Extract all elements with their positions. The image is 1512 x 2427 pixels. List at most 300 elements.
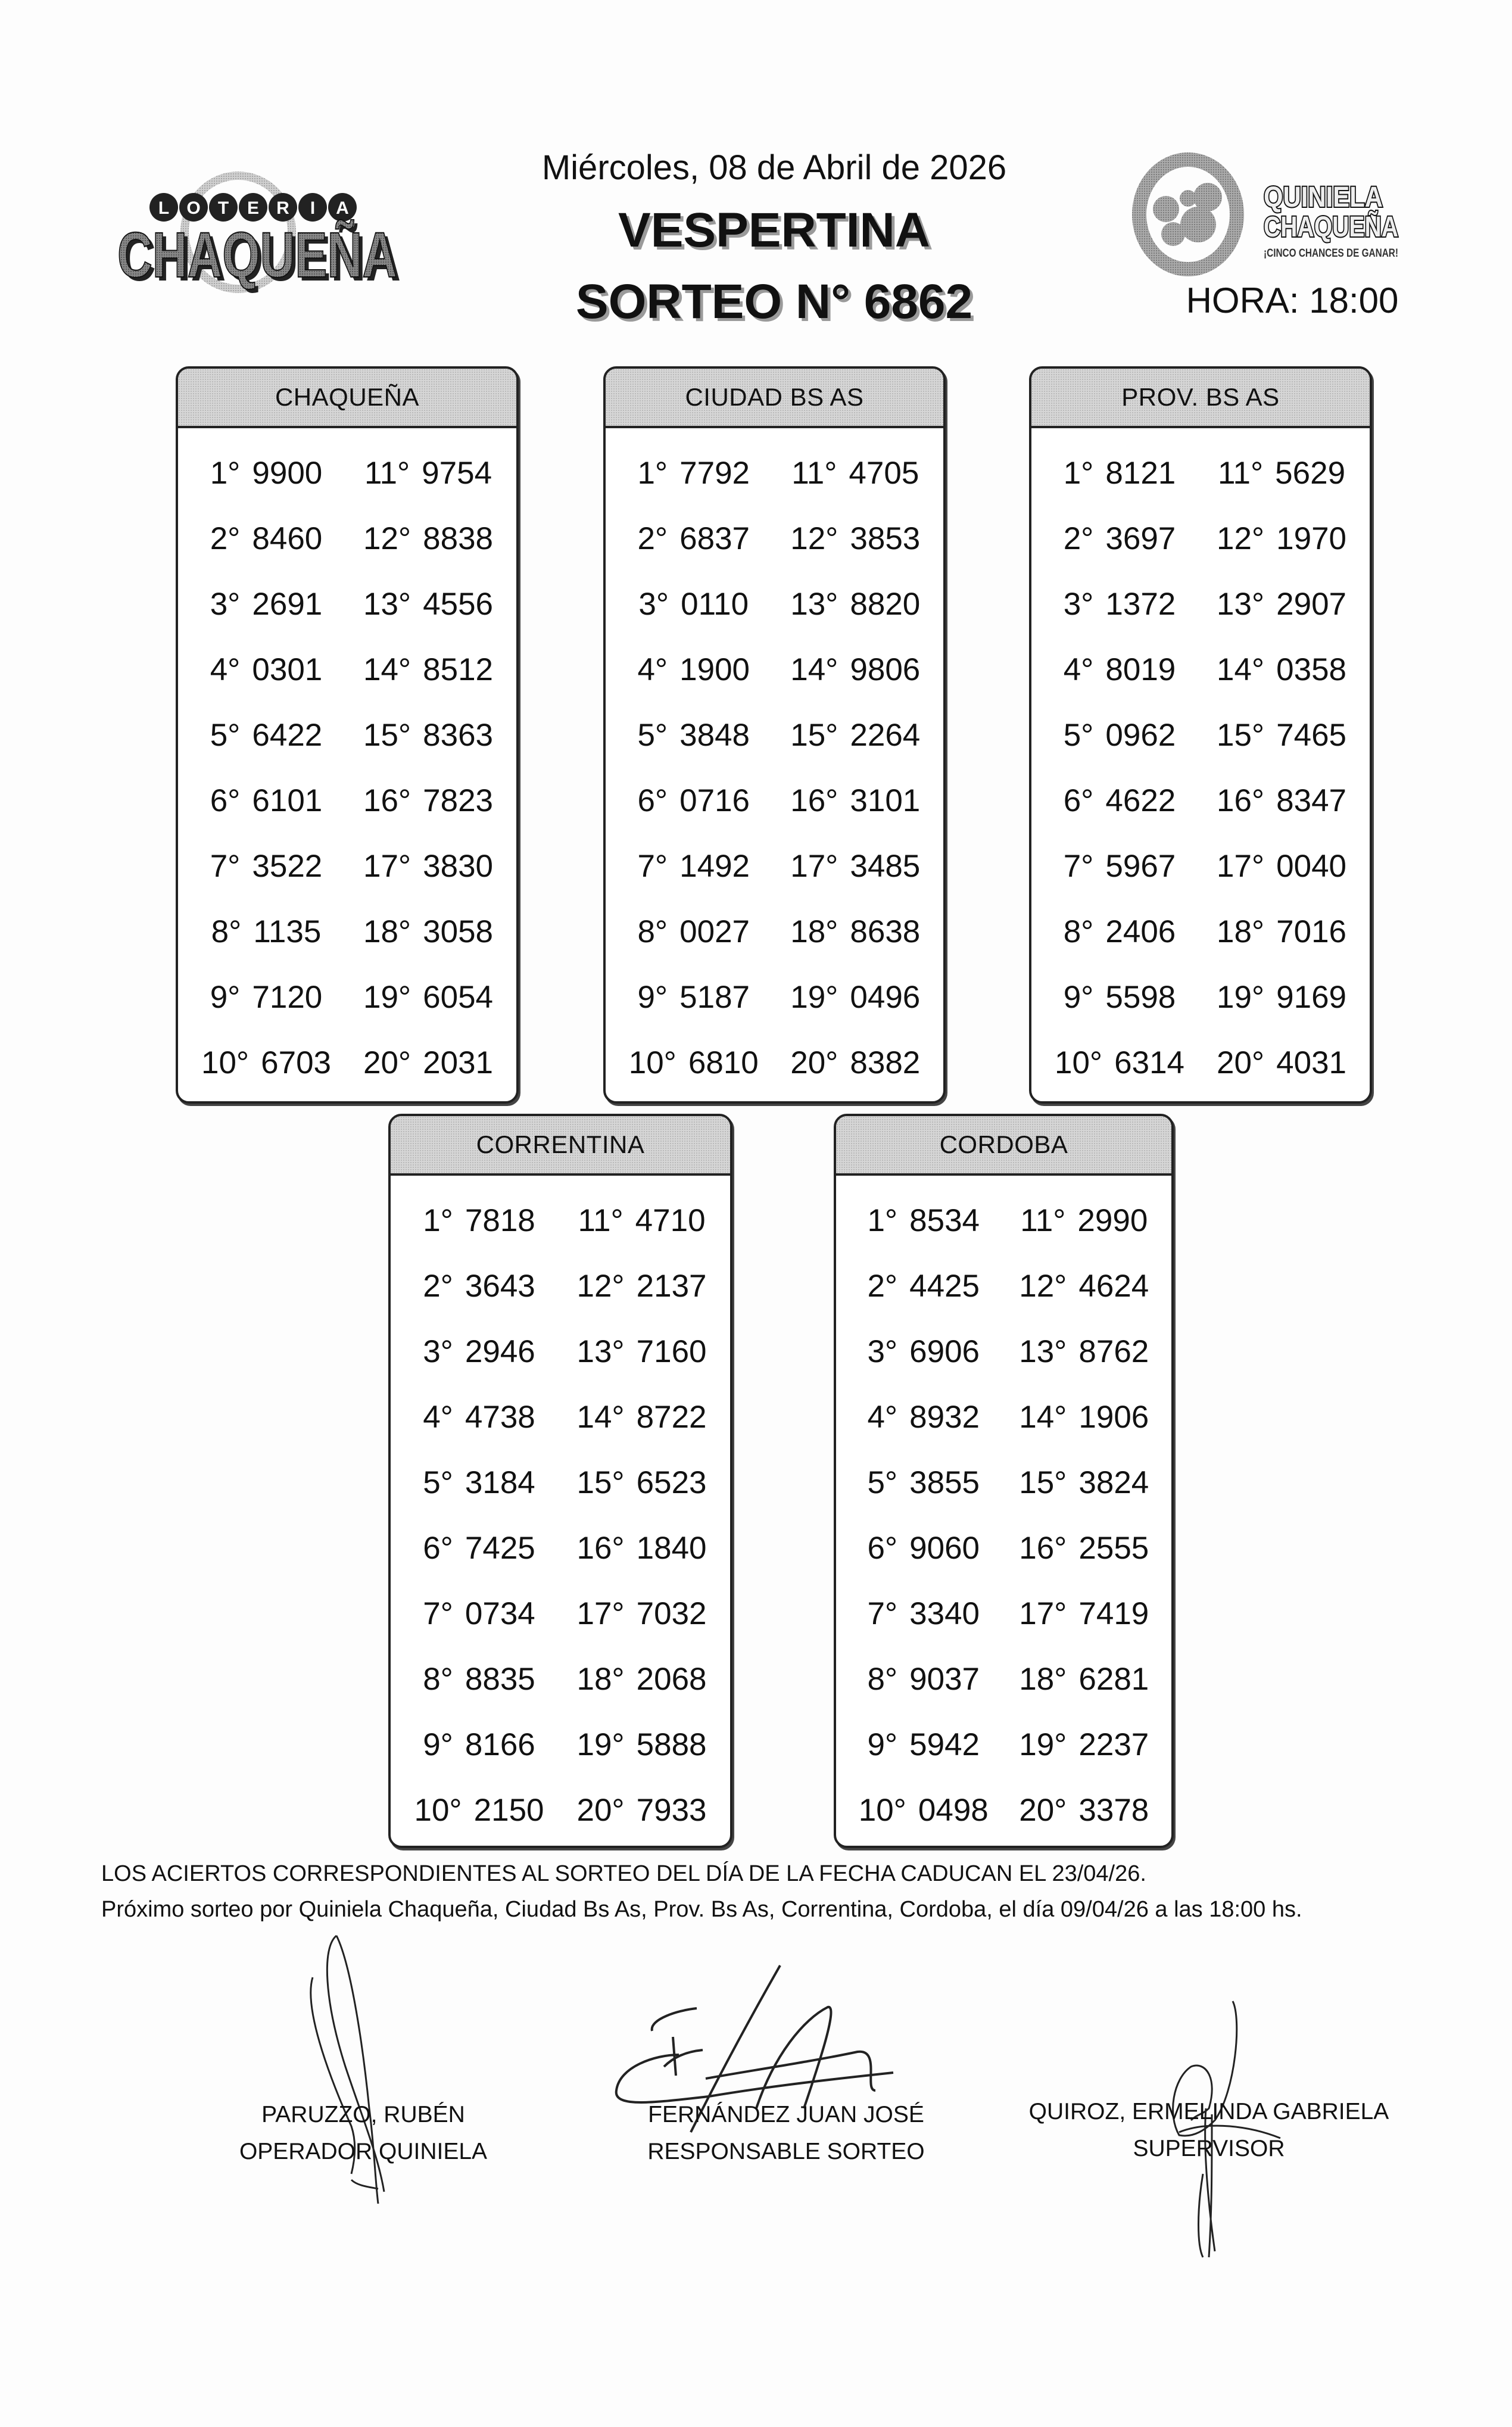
- position-label: 3°: [423, 1334, 453, 1369]
- winning-number: 2031: [423, 1045, 494, 1080]
- result-entry: [391, 1727, 560, 1763]
- result-entry: [606, 455, 775, 491]
- result-entry: [1201, 586, 1370, 622]
- position-label: 19°: [576, 1727, 625, 1762]
- position-label: 16°: [790, 783, 838, 818]
- table-row: [391, 1581, 730, 1646]
- svg-text:A: A: [336, 198, 349, 218]
- results-table: [1029, 366, 1372, 1104]
- draw-time: HORA: 18:00: [1186, 281, 1399, 320]
- table-title: CORRENTINA: [391, 1116, 730, 1176]
- position-label: 8°: [637, 914, 668, 949]
- result-entry: [1201, 521, 1370, 557]
- winning-number: 5888: [636, 1727, 707, 1762]
- result-entry: [178, 455, 347, 491]
- position-label: 6°: [867, 1530, 898, 1566]
- winning-number: 8363: [423, 717, 494, 753]
- position-label: 17°: [790, 848, 838, 884]
- position-label: 5°: [637, 717, 668, 753]
- position-label: 15°: [576, 1465, 625, 1500]
- table-row: [178, 506, 516, 571]
- table-row: [606, 768, 943, 833]
- winning-number: 8121: [1105, 455, 1176, 491]
- result-entry: [1031, 783, 1201, 819]
- result-entry: [1201, 455, 1370, 491]
- position-label: 11°: [364, 455, 410, 491]
- table-rows: [606, 428, 943, 1095]
- position-label: 15°: [790, 717, 838, 753]
- result-entry: [347, 652, 516, 688]
- position-label: 5°: [1063, 717, 1094, 753]
- winning-number: 1970: [1276, 521, 1347, 556]
- winning-number: 2946: [464, 1334, 535, 1369]
- result-entry: [347, 1045, 516, 1081]
- winning-number: 3855: [909, 1465, 980, 1500]
- position-label: 13°: [363, 586, 411, 622]
- winning-number: 8512: [423, 652, 494, 687]
- winning-number: 7425: [464, 1530, 535, 1566]
- result-entry: [178, 783, 347, 819]
- winning-number: 2237: [1078, 1727, 1149, 1762]
- svg-text:L: L: [158, 198, 170, 218]
- winning-number: 0498: [918, 1792, 989, 1828]
- winning-number: 8838: [423, 521, 494, 556]
- winning-number: 8347: [1276, 783, 1347, 818]
- result-entry: [391, 1268, 560, 1304]
- table-row: [836, 1253, 1171, 1319]
- result-entry: [391, 1596, 560, 1632]
- winning-number: 7419: [1078, 1596, 1149, 1631]
- signer-role: RESPONSABLE SORTEO: [647, 2139, 925, 2164]
- loteria-chaquena-logo: [89, 161, 423, 298]
- result-entry: [391, 1334, 560, 1370]
- position-label: 19°: [363, 979, 411, 1015]
- position-label: 1°: [210, 455, 241, 491]
- position-label: 4°: [1063, 652, 1094, 687]
- table-row: [178, 1030, 516, 1095]
- winning-number: 2137: [636, 1268, 707, 1304]
- result-entry: [178, 848, 347, 884]
- table-row: [178, 702, 516, 768]
- result-entry: [775, 979, 944, 1015]
- svg-text:¡CINCO CHANCES DE GANAR!: ¡CINCO CHANCES DE GANAR!: [1264, 247, 1398, 260]
- position-label: 15°: [363, 717, 411, 753]
- result-entry: [775, 717, 944, 753]
- winning-number: 8638: [850, 914, 921, 949]
- position-label: 18°: [790, 914, 838, 949]
- result-entry: [391, 1792, 560, 1828]
- winning-number: 6837: [679, 521, 750, 556]
- result-entry: [606, 521, 775, 557]
- position-label: 16°: [1216, 783, 1265, 818]
- results-table: [834, 1114, 1174, 1848]
- winning-number: 4738: [464, 1399, 535, 1435]
- winning-number: 6281: [1078, 1661, 1149, 1697]
- table-rows: [836, 1176, 1171, 1843]
- position-label: 12°: [1216, 521, 1265, 556]
- result-entry: [178, 586, 347, 622]
- position-label: 5°: [867, 1465, 898, 1500]
- svg-text:O: O: [186, 198, 201, 218]
- winning-number: 6703: [261, 1045, 332, 1080]
- position-label: 10°: [628, 1045, 676, 1080]
- winning-number: 1900: [679, 652, 750, 687]
- winning-number: 0358: [1276, 652, 1347, 687]
- table-row: [1031, 571, 1370, 637]
- result-entry: [775, 914, 944, 950]
- winning-number: 8534: [909, 1202, 980, 1238]
- result-entry: [775, 783, 944, 819]
- table-row: [178, 768, 516, 833]
- position-label: 18°: [1019, 1661, 1067, 1697]
- result-entry: [347, 848, 516, 884]
- result-entry: [178, 717, 347, 753]
- result-entry: [1031, 979, 1201, 1015]
- result-entry: [1031, 521, 1201, 557]
- result-entry: [1201, 914, 1370, 950]
- result-entry: [347, 979, 516, 1015]
- table-row: [836, 1777, 1171, 1843]
- result-entry: [1004, 1530, 1172, 1566]
- result-entry: [1004, 1399, 1172, 1435]
- position-label: 20°: [1216, 1045, 1265, 1080]
- result-entry: [178, 521, 347, 557]
- position-label: 12°: [1019, 1268, 1067, 1304]
- position-label: 2°: [210, 521, 241, 556]
- result-entry: [606, 783, 775, 819]
- position-label: 1°: [867, 1202, 898, 1238]
- result-entry: [606, 914, 775, 950]
- winning-number: 3184: [464, 1465, 535, 1500]
- result-entry: [1004, 1334, 1172, 1370]
- table-row: [606, 964, 943, 1030]
- winning-number: 7792: [679, 455, 750, 491]
- signer-name: FERNÁNDEZ JUAN JOSÉ: [648, 2102, 924, 2127]
- result-entry: [606, 979, 775, 1015]
- result-entry: [1031, 455, 1201, 491]
- winning-number: 3340: [909, 1596, 980, 1631]
- svg-text:I: I: [310, 198, 316, 218]
- position-label: 18°: [363, 914, 411, 949]
- winning-number: 6054: [423, 979, 494, 1015]
- winning-number: 0734: [464, 1596, 535, 1631]
- winning-number: 7160: [636, 1334, 707, 1369]
- result-entry: [347, 914, 516, 950]
- winning-number: 5598: [1105, 979, 1176, 1015]
- winning-number: 7933: [636, 1792, 707, 1828]
- result-entry: [1031, 652, 1201, 688]
- result-entry: [836, 1268, 1004, 1304]
- result-entry: [606, 848, 775, 884]
- winning-number: 8932: [909, 1399, 980, 1435]
- table-row: [391, 1712, 730, 1777]
- position-label: 9°: [1063, 979, 1094, 1015]
- result-entry: [1201, 1045, 1370, 1081]
- table-row: [836, 1515, 1171, 1581]
- winning-number: 4624: [1078, 1268, 1149, 1304]
- position-label: 18°: [1216, 914, 1265, 949]
- winning-number: 1135: [253, 914, 322, 949]
- table-row: [606, 506, 943, 571]
- winning-number: 2150: [473, 1792, 544, 1828]
- position-label: 11°: [791, 455, 837, 491]
- winning-number: 8382: [850, 1045, 921, 1080]
- table-row: [606, 440, 943, 506]
- winning-number: 2691: [252, 586, 323, 622]
- position-label: 19°: [1019, 1727, 1067, 1762]
- winning-number: 4622: [1105, 783, 1176, 818]
- position-label: 14°: [1019, 1399, 1067, 1435]
- winning-number: 4425: [909, 1268, 980, 1304]
- svg-text:CHAQUEÑA: CHAQUEÑA: [121, 222, 401, 294]
- table-row: [1031, 1030, 1370, 1095]
- result-entry: [1004, 1792, 1172, 1828]
- winning-number: 3485: [850, 848, 921, 884]
- table-row: [836, 1384, 1171, 1450]
- position-label: 17°: [1019, 1596, 1067, 1631]
- result-entry: [178, 652, 347, 688]
- winning-number: 9900: [252, 455, 323, 491]
- position-label: 1°: [423, 1202, 453, 1238]
- result-entry: [606, 586, 775, 622]
- loteria-chaquena-logo-graphic: [89, 161, 423, 298]
- table-title: PROV. BS AS: [1031, 369, 1370, 428]
- position-label: 7°: [1063, 848, 1094, 884]
- result-entry: [1004, 1465, 1172, 1501]
- position-label: 14°: [363, 652, 411, 687]
- draw-date: Miércoles, 08 de Abril de 2026: [541, 148, 1007, 187]
- position-label: 3°: [638, 586, 669, 622]
- position-label: 18°: [576, 1661, 625, 1697]
- winning-number: 4705: [849, 455, 919, 491]
- table-row: [836, 1646, 1171, 1712]
- result-entry: [1031, 914, 1201, 950]
- position-label: 11°: [578, 1202, 623, 1238]
- position-label: 17°: [1216, 848, 1265, 884]
- result-entry: [178, 914, 347, 950]
- winning-number: 7823: [423, 783, 494, 818]
- winning-number: 6101: [252, 783, 323, 818]
- position-label: 16°: [1019, 1530, 1067, 1566]
- table-row: [836, 1712, 1171, 1777]
- winning-number: 1492: [679, 848, 750, 884]
- table-row: [606, 1030, 943, 1095]
- position-label: 6°: [423, 1530, 453, 1566]
- winning-number: 1840: [636, 1530, 707, 1566]
- table-row: [1031, 506, 1370, 571]
- position-label: 13°: [790, 586, 838, 622]
- result-entry: [836, 1530, 1004, 1566]
- result-entry: [1031, 1045, 1201, 1081]
- winning-number: 0301: [252, 652, 323, 687]
- table-row: [178, 899, 516, 964]
- position-label: 16°: [363, 783, 411, 818]
- table-row: [1031, 768, 1370, 833]
- position-label: 6°: [1063, 783, 1094, 818]
- result-entry: [775, 455, 944, 491]
- result-entry: [836, 1465, 1004, 1501]
- position-label: 20°: [790, 1045, 838, 1080]
- position-label: 10°: [1054, 1045, 1103, 1080]
- position-label: 8°: [211, 914, 242, 949]
- table-row: [836, 1319, 1171, 1384]
- winning-number: 3058: [423, 914, 494, 949]
- next-draw-note: Próximo sorteo por Quiniela Chaqueña, Ciudad Bs As, Prov. Bs As, Correntina, Cordoba, el día 09/04/26 a las 18:00 hs.: [101, 1897, 1302, 1922]
- winning-number: 3853: [850, 521, 921, 556]
- position-label: 7°: [210, 848, 241, 884]
- table-row: [1031, 702, 1370, 768]
- winning-number: 1372: [1105, 586, 1176, 622]
- winning-number: 5967: [1105, 848, 1176, 884]
- position-label: 10°: [201, 1045, 250, 1080]
- winning-number: 5942: [909, 1727, 980, 1762]
- result-entry: [1004, 1661, 1172, 1697]
- winning-number: 9754: [422, 455, 492, 491]
- position-label: 12°: [790, 521, 838, 556]
- table-row: [391, 1188, 730, 1253]
- table-row: [391, 1253, 730, 1319]
- position-label: 8°: [867, 1661, 898, 1697]
- position-label: 13°: [1019, 1334, 1067, 1369]
- winning-number: 7120: [252, 979, 323, 1015]
- table-row: [836, 1450, 1171, 1515]
- winning-number: 1906: [1078, 1399, 1149, 1435]
- winning-number: 4556: [423, 586, 494, 622]
- table-rows: [1031, 428, 1370, 1095]
- result-entry: [560, 1661, 730, 1697]
- result-entry: [775, 848, 944, 884]
- result-entry: [1031, 848, 1201, 884]
- position-label: 20°: [363, 1045, 411, 1080]
- table-row: [606, 899, 943, 964]
- position-label: 20°: [1019, 1792, 1067, 1828]
- winning-number: 9037: [909, 1661, 980, 1697]
- results-table: [388, 1114, 732, 1848]
- position-label: 3°: [867, 1334, 898, 1369]
- position-label: 6°: [210, 783, 241, 818]
- winning-number: 8820: [850, 586, 921, 622]
- result-entry: [391, 1465, 560, 1501]
- signer-2: [607, 2096, 965, 2170]
- table-row: [178, 833, 516, 899]
- result-entry: [1004, 1596, 1172, 1632]
- table-row: [1031, 964, 1370, 1030]
- position-label: 8°: [423, 1661, 453, 1697]
- result-entry: [560, 1268, 730, 1304]
- winning-number: 8722: [636, 1399, 707, 1435]
- result-entry: [1004, 1202, 1172, 1239]
- table-row: [836, 1581, 1171, 1646]
- winning-number: 2068: [636, 1661, 707, 1697]
- result-entry: [836, 1792, 1004, 1828]
- winning-number: 5187: [679, 979, 750, 1015]
- position-label: 4°: [423, 1399, 453, 1435]
- result-entry: [1201, 783, 1370, 819]
- result-entry: [560, 1530, 730, 1566]
- position-label: 4°: [637, 652, 668, 687]
- position-label: 9°: [637, 979, 668, 1015]
- signer-name: PARUZZO, RUBÉN: [261, 2102, 465, 2127]
- result-entry: [391, 1661, 560, 1697]
- winning-number: 7818: [464, 1202, 535, 1238]
- position-label: 20°: [576, 1792, 625, 1828]
- result-entry: [560, 1202, 730, 1239]
- result-entry: [606, 652, 775, 688]
- result-entry: [836, 1661, 1004, 1697]
- svg-text:E: E: [247, 198, 260, 218]
- winning-number: 0716: [679, 783, 750, 818]
- position-label: 17°: [576, 1596, 625, 1631]
- svg-text:T: T: [217, 198, 229, 218]
- result-entry: [347, 455, 516, 491]
- position-label: 12°: [363, 521, 411, 556]
- table-rows: [391, 1176, 730, 1843]
- winning-number: 8762: [1078, 1334, 1149, 1369]
- table-title: CHAQUEÑA: [178, 369, 516, 428]
- winning-number: 6422: [252, 717, 323, 753]
- position-label: 4°: [867, 1399, 898, 1435]
- table-row: [1031, 833, 1370, 899]
- result-entry: [560, 1596, 730, 1632]
- signer-name: QUIROZ, ERMELINDA GABRIELA: [1028, 2099, 1389, 2124]
- result-entry: [347, 586, 516, 622]
- position-label: 7°: [867, 1596, 898, 1631]
- result-entry: [836, 1399, 1004, 1435]
- result-entry: [1201, 652, 1370, 688]
- position-label: 9°: [867, 1727, 898, 1762]
- position-label: 10°: [414, 1792, 462, 1828]
- position-label: 12°: [576, 1268, 625, 1304]
- position-label: 3°: [210, 586, 241, 622]
- result-entry: [347, 717, 516, 753]
- table-title: CORDOBA: [836, 1116, 1171, 1176]
- position-label: 2°: [423, 1268, 453, 1304]
- winning-number: 8460: [252, 521, 323, 556]
- table-row: [178, 964, 516, 1030]
- result-entry: [347, 783, 516, 819]
- quiniela-chaquena-logo-graphic: [1131, 152, 1447, 277]
- result-entry: [836, 1727, 1004, 1763]
- winning-number: 7032: [636, 1596, 707, 1631]
- result-entry: [606, 1045, 775, 1081]
- result-entry: [1031, 717, 1201, 753]
- winning-number: 9060: [909, 1530, 980, 1566]
- table-row: [1031, 637, 1370, 702]
- table-row: [391, 1646, 730, 1712]
- result-entry: [1004, 1268, 1172, 1304]
- table-row: [606, 637, 943, 702]
- position-label: 11°: [1217, 455, 1264, 491]
- results-table: [603, 366, 946, 1104]
- svg-text:R: R: [276, 198, 289, 218]
- signer-role: SUPERVISOR: [1133, 2136, 1285, 2161]
- winning-number: 0040: [1276, 848, 1347, 884]
- winning-number: 9806: [850, 652, 921, 687]
- draw-number: SORTEO N° 6862: [575, 275, 973, 329]
- position-label: 5°: [210, 717, 241, 753]
- svg-text:CHAQUEÑA: CHAQUEÑA: [117, 219, 397, 291]
- winning-number: 3378: [1078, 1792, 1149, 1828]
- winning-number: 9169: [1276, 979, 1347, 1015]
- winning-number: 3643: [464, 1268, 535, 1304]
- winning-number: 3824: [1078, 1465, 1149, 1500]
- winning-number: 4710: [635, 1202, 706, 1238]
- table-row: [178, 571, 516, 637]
- table-row: [1031, 899, 1370, 964]
- table-row: [391, 1515, 730, 1581]
- position-label: 9°: [210, 979, 241, 1015]
- winning-number: 8166: [464, 1727, 535, 1762]
